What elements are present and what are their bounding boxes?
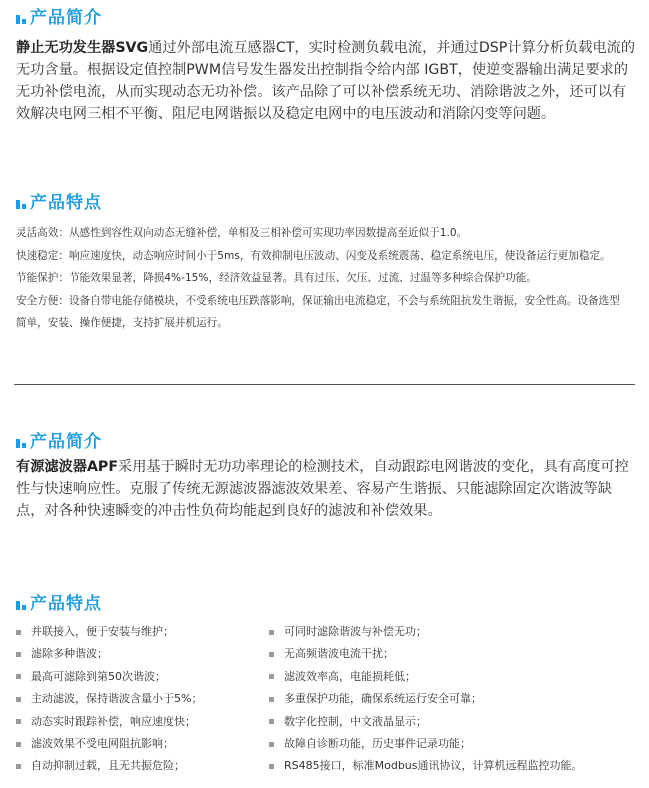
apf-features-left bbox=[16, 621, 266, 778]
feature-text: 动态实时跟踪补偿，响应速度快； bbox=[31, 714, 196, 728]
list-item bbox=[269, 755, 639, 777]
section-divider bbox=[14, 384, 635, 385]
svg-intro-heading bbox=[16, 2, 102, 28]
svg-intro-title: 产品简介 bbox=[30, 7, 102, 28]
bullet-square-icon bbox=[269, 764, 274, 769]
feature-text: 最高可滤除到第50次谐波； bbox=[31, 669, 166, 683]
apf-intro-paragraph bbox=[16, 456, 636, 522]
list-item bbox=[16, 621, 266, 643]
bullet-square-icon bbox=[269, 742, 274, 747]
feature-text: 滤波效果不受电网阻抗影响； bbox=[31, 736, 174, 750]
feature-text: 滤除多种谐波； bbox=[31, 647, 108, 661]
svg-features-title: 产品特点 bbox=[30, 192, 102, 213]
list-item bbox=[269, 688, 639, 710]
feature-text: RS485接口，标准Modbus通讯协议，计算机远程监控功能。 bbox=[284, 759, 583, 773]
bullet-square-icon bbox=[16, 630, 21, 635]
list-item bbox=[269, 621, 639, 643]
feature-text: 自动抑制过载，且无共振危险； bbox=[31, 759, 185, 773]
svg-product-name: 静止无功发生器SVG bbox=[16, 40, 149, 56]
bullet-square-icon bbox=[16, 697, 21, 702]
apf-product-name: 有源滤波器APF bbox=[16, 459, 119, 475]
heading-bars-icon bbox=[16, 5, 30, 25]
svg-features bbox=[16, 222, 626, 335]
svg-feature-item: 节能保护：节能效果显著，降损4%-15%，经济效益显著。具有过压、欠压、过流、过温等多种综合保护功能。 bbox=[16, 272, 537, 284]
list-item bbox=[16, 733, 266, 755]
list-item bbox=[16, 643, 266, 665]
bullet-square-icon bbox=[269, 719, 274, 724]
list-item bbox=[16, 688, 266, 710]
feature-text: 滤波效率高，电能损耗低； bbox=[284, 669, 416, 683]
apf-features-title: 产品特点 bbox=[30, 593, 102, 614]
svg-feature-item: 灵活高效：从感性到容性双向动态无缝补偿，单相及三相补偿可实现功率因数提高至近似于1.0。 bbox=[16, 227, 468, 239]
bullet-square-icon bbox=[16, 764, 21, 769]
bullet-square-icon bbox=[16, 742, 21, 747]
apf-features-heading bbox=[16, 588, 102, 614]
feature-text: 数字化控制，中文液晶显示； bbox=[284, 714, 427, 728]
feature-text: 多重保护功能，确保系统运行安全可靠； bbox=[284, 692, 482, 706]
bullet-square-icon bbox=[16, 719, 21, 724]
list-item bbox=[269, 666, 639, 688]
bullet-square-icon bbox=[269, 630, 274, 635]
list-item bbox=[16, 755, 266, 777]
list-item bbox=[269, 733, 639, 755]
feature-text: 故障自诊断功能，历史事件记录功能； bbox=[284, 736, 471, 750]
heading-bars-icon bbox=[16, 190, 30, 210]
bullet-square-icon bbox=[16, 674, 21, 679]
list-item bbox=[269, 711, 639, 733]
list-item bbox=[16, 711, 266, 733]
apf-intro-title: 产品简介 bbox=[30, 431, 102, 452]
bullet-square-icon bbox=[269, 674, 274, 679]
bullet-square-icon bbox=[269, 697, 274, 702]
heading-bars-icon bbox=[16, 591, 30, 611]
svg-intro-paragraph bbox=[16, 37, 636, 125]
heading-bars-icon bbox=[16, 429, 30, 449]
list-item bbox=[269, 643, 639, 665]
svg-feature-item: 快速稳定：响应速度快，动态响应时间小于5ms，有效抑制电压波动、闪变及系统震荡、稳定系统电压，使设备运行更加稳定。 bbox=[16, 249, 611, 262]
svg-intro-text: 通过外部电流互感器CT，实时检测负载电流，并通过DSP计算分析负载电流的无功含量。根据设定值控制PWM信号发生器发出控制指令给内部 IGBT，使逆变器输出满足要求的无功补偿电流，从而实现动态无功补偿。该产品除了可以补偿系统无功、消除谐波之外，还可以有效解决电网三相不平衡、阻尼电网谐振以及稳定电网中的电压波动和消除闪变等问题。 bbox=[16, 40, 636, 122]
bullet-square-icon bbox=[269, 652, 274, 657]
bullet-square-icon bbox=[16, 652, 21, 657]
apf-intro-text: 采用基于瞬时无功功率理论的检测技术，自动跟踪电网谐波的变化，具有高度可控性与快速响应性。克服了传统无源滤波器滤波效果差、容易产生谐振、只能滤除固定次谐波等缺点，对各种快速瞬变的冲击性负荷均能起到良好的滤波和补偿效果。 bbox=[16, 459, 629, 519]
svg-features-heading bbox=[16, 187, 102, 213]
svg-feature-item: 安全方便：设备自带电能存储模块，不受系统电压跌落影响，保证输出电流稳定，不会与系统阻抗发生谐振，安全性高。设备选型简单，安装、操作便捷，支持扩展并机运行。 bbox=[16, 294, 620, 329]
apf-features-right bbox=[269, 621, 639, 778]
feature-text: 并联接入，便于安装与维护； bbox=[31, 625, 174, 638]
feature-text: 无高频谐波电流干扰； bbox=[284, 647, 394, 661]
feature-text: 主动滤波，保持谐波含量小于5%； bbox=[31, 692, 203, 706]
feature-text: 可同时滤除谐波与补偿无功； bbox=[284, 625, 427, 638]
list-item bbox=[16, 666, 266, 688]
apf-intro-heading bbox=[16, 426, 102, 452]
